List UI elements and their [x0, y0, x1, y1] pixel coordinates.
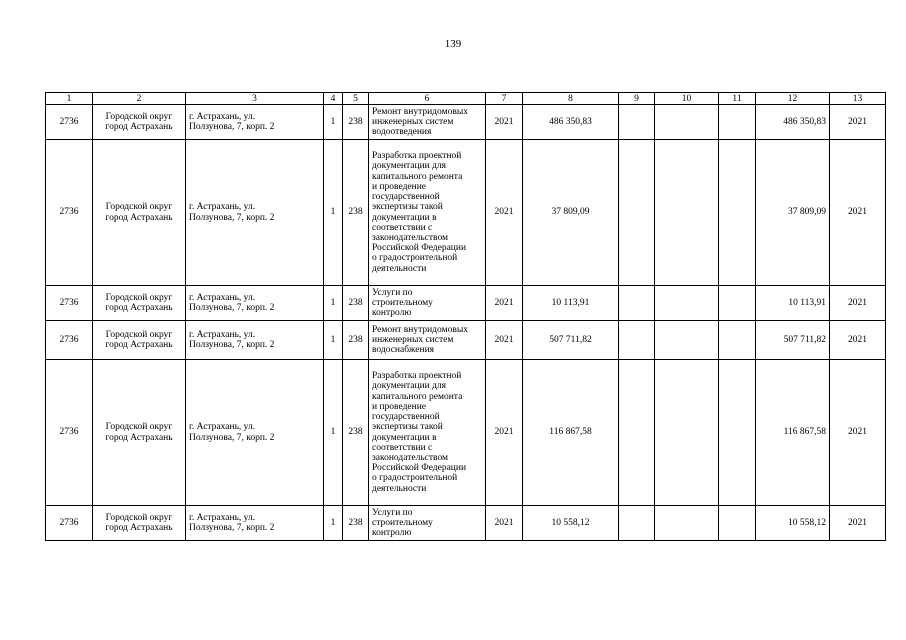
col4-cell: 1	[324, 506, 343, 541]
work-type-line: соответствии с	[372, 442, 433, 453]
work-type-line: капитального ремонта	[372, 391, 463, 402]
work-type-line: соответствии с	[372, 222, 433, 233]
table-row	[46, 360, 886, 506]
col9-cell	[619, 506, 655, 541]
table-row	[46, 321, 886, 360]
work-type-line: и проведение	[372, 181, 426, 192]
address-line: г. Астрахань, ул.	[189, 111, 256, 122]
work-type-line: инженерных систем	[372, 116, 454, 127]
work-type-line: водоснабжения	[372, 345, 435, 356]
col11-cell	[719, 140, 756, 286]
work-type-line: инженерных систем	[372, 334, 454, 345]
table-row	[46, 140, 886, 286]
end-year-cell: 2021	[830, 321, 886, 360]
column-header-5: 5	[343, 93, 369, 105]
work-type-cell	[369, 286, 486, 321]
work-type-line: документации для	[372, 161, 447, 172]
total-cell: 486 350,83	[756, 105, 830, 140]
col4-cell: 1	[324, 105, 343, 140]
work-type-line: Ремонт внутридомовых	[372, 324, 468, 335]
work-type-cell	[369, 321, 486, 360]
municipality-line: город Астрахань	[105, 340, 173, 350]
column-header-2: 2	[93, 93, 186, 105]
address-line: Ползунова, 7, корп. 2	[189, 523, 275, 533]
address-cell	[186, 506, 324, 541]
col11-cell	[719, 360, 756, 506]
year-cell: 2021	[486, 360, 523, 506]
cost-cell: 10 113,91	[523, 286, 619, 321]
registry-code-cell: 2736	[46, 360, 93, 506]
total-cell: 10 113,91	[756, 286, 830, 321]
municipality-cell	[93, 286, 186, 321]
col10-cell	[655, 286, 719, 321]
registry-code-cell: 2736	[46, 506, 93, 541]
municipality-line: город Астрахань	[105, 212, 173, 223]
work-type-line: о градостроительной	[372, 473, 458, 484]
work-type-line: строительному	[372, 297, 433, 308]
cost-cell: 37 809,09	[523, 140, 619, 286]
total-cell: 10 558,12	[756, 506, 830, 541]
work-type-cell	[369, 105, 486, 140]
table-row	[46, 105, 886, 140]
work-type-line: контролю	[372, 528, 412, 539]
col10-cell	[655, 360, 719, 506]
column-header-1: 1	[46, 93, 93, 105]
address-line: г. Астрахань, ул.	[189, 202, 256, 213]
work-type-cell	[369, 360, 486, 506]
col5-cell: 238	[343, 360, 369, 506]
cost-cell: 116 867,58	[523, 360, 619, 506]
total-cell: 507 711,82	[756, 321, 830, 360]
year-cell: 2021	[486, 321, 523, 360]
col4-cell: 1	[324, 140, 343, 286]
municipality-line: Городской округ	[105, 422, 173, 433]
address-line: Ползунова, 7, корп. 2	[189, 122, 275, 132]
col11-cell	[719, 321, 756, 360]
address-line: г. Астрахань, ул.	[189, 422, 256, 433]
column-header-4: 4	[324, 93, 343, 105]
col10-cell	[655, 321, 719, 360]
col10-cell	[655, 105, 719, 140]
work-type-line: государственной	[372, 412, 440, 423]
registry-code-cell: 2736	[46, 105, 93, 140]
work-type-cell	[369, 506, 486, 541]
work-type-line: контролю	[372, 308, 412, 319]
work-type-line: Российской Федерации	[372, 243, 467, 254]
col5-cell: 238	[343, 506, 369, 541]
municipality-line: город Астрахань	[105, 303, 173, 313]
address-cell	[186, 105, 324, 140]
work-type-line: водоотведения	[372, 127, 432, 138]
municipality-cell	[93, 105, 186, 140]
col4-cell: 1	[324, 321, 343, 360]
work-type-line: экспертизы такой	[372, 202, 443, 213]
col4-cell: 1	[324, 360, 343, 506]
register-table	[45, 92, 886, 541]
address-line: г. Астрахань, ул.	[189, 292, 256, 303]
address-cell	[186, 360, 324, 506]
col9-cell	[619, 286, 655, 321]
municipality-line: Городской округ	[105, 202, 173, 213]
cost-cell: 486 350,83	[523, 105, 619, 140]
municipality-cell	[93, 506, 186, 541]
col9-cell	[619, 105, 655, 140]
address-line: Ползунова, 7, корп. 2	[189, 340, 275, 350]
cost-cell: 507 711,82	[523, 321, 619, 360]
column-header-12: 12	[756, 93, 830, 105]
col10-cell	[655, 506, 719, 541]
work-type-line: государственной	[372, 192, 440, 203]
work-type-line: капитального ремонта	[372, 171, 463, 182]
col5-cell: 238	[343, 140, 369, 286]
column-number-row	[46, 93, 886, 105]
column-header-7: 7	[486, 93, 523, 105]
end-year-cell: 2021	[830, 506, 886, 541]
work-type-line: строительному	[372, 517, 433, 528]
municipality-line: Городской округ	[105, 329, 173, 340]
column-header-3: 3	[186, 93, 324, 105]
year-cell: 2021	[486, 506, 523, 541]
col9-cell	[619, 321, 655, 360]
work-type-line: деятельности	[372, 263, 427, 274]
column-header-6: 6	[369, 93, 486, 105]
work-type-line: о градостроительной	[372, 253, 458, 264]
col9-cell	[619, 140, 655, 286]
work-type-line: Услуги по	[372, 507, 413, 518]
registry-code-cell: 2736	[46, 286, 93, 321]
end-year-cell: 2021	[830, 140, 886, 286]
address-line: г. Астрахань, ул.	[189, 512, 256, 523]
work-type-line: законодательством	[372, 452, 449, 463]
municipality-line: город Астрахань	[105, 432, 173, 443]
address-cell	[186, 140, 324, 286]
column-header-9: 9	[619, 93, 655, 105]
address-cell	[186, 321, 324, 360]
column-header-8: 8	[523, 93, 619, 105]
municipality-cell	[93, 360, 186, 506]
municipality-line: Городской округ	[105, 292, 173, 303]
address-cell	[186, 286, 324, 321]
col9-cell	[619, 360, 655, 506]
municipality-line: Городской округ	[105, 512, 173, 523]
end-year-cell: 2021	[830, 105, 886, 140]
col5-cell: 238	[343, 321, 369, 360]
work-type-line: законодательством	[372, 232, 449, 243]
work-type-line: и проведение	[372, 401, 426, 412]
col11-cell	[719, 286, 756, 321]
work-type-line: документации в	[372, 212, 437, 223]
work-type-cell	[369, 140, 486, 286]
table-row	[46, 286, 886, 321]
end-year-cell: 2021	[830, 286, 886, 321]
column-header-10: 10	[655, 93, 719, 105]
col11-cell	[719, 506, 756, 541]
municipality-line: город Астрахань	[105, 122, 173, 132]
year-cell: 2021	[486, 105, 523, 140]
year-cell: 2021	[486, 286, 523, 321]
column-header-13: 13	[830, 93, 886, 105]
work-type-line: документации в	[372, 432, 437, 443]
year-cell: 2021	[486, 140, 523, 286]
work-type-line: документации для	[372, 381, 447, 392]
address-line: г. Астрахань, ул.	[189, 329, 256, 340]
municipality-cell	[93, 321, 186, 360]
col10-cell	[655, 140, 719, 286]
registry-code-cell: 2736	[46, 321, 93, 360]
work-type-line: Услуги по	[372, 287, 413, 298]
col5-cell: 238	[343, 286, 369, 321]
municipality-line: город Астрахань	[105, 523, 173, 533]
municipality-cell	[93, 140, 186, 286]
total-cell: 37 809,09	[756, 140, 830, 286]
work-type-line: деятельности	[372, 483, 427, 494]
table-row	[46, 506, 886, 541]
col11-cell	[719, 105, 756, 140]
municipality-line: Городской округ	[105, 111, 173, 122]
col4-cell: 1	[324, 286, 343, 321]
cost-cell: 10 558,12	[523, 506, 619, 541]
end-year-cell: 2021	[830, 360, 886, 506]
work-type-line: Ремонт внутридомовых	[372, 106, 468, 117]
address-line: Ползунова, 7, корп. 2	[189, 303, 275, 313]
work-type-line: экспертизы такой	[372, 422, 443, 433]
column-header-11: 11	[719, 93, 756, 105]
address-line: Ползунова, 7, корп. 2	[189, 212, 275, 223]
total-cell: 116 867,58	[756, 360, 830, 506]
work-type-line: Российской Федерации	[372, 463, 467, 474]
work-type-line: Разработка проектной	[372, 151, 462, 162]
page-number: 139	[444, 38, 462, 50]
col5-cell: 238	[343, 105, 369, 140]
work-type-line: Разработка проектной	[372, 371, 462, 382]
address-line: Ползунова, 7, корп. 2	[189, 432, 275, 443]
registry-code-cell: 2736	[46, 140, 93, 286]
